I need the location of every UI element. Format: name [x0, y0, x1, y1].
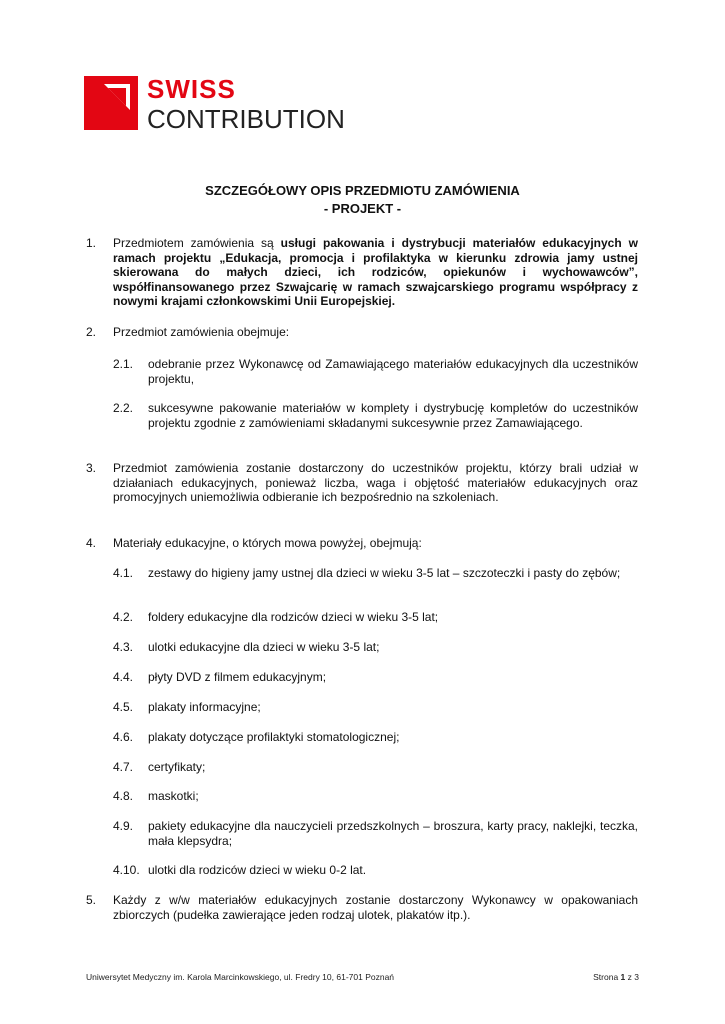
subitem-number: 4.9.	[113, 819, 134, 833]
page-counter	[593, 972, 639, 982]
item-1-subject: usługi pakowania i dystrybucji materiałów edukacyjnych w ramach projektu „Edukacja, promocja i profilaktyka w kierunku zdrowia jamy ustnej skierowana do małych dzieci, ich rodziców, opiekunów i wychowawców”, współfinansowanego przez Szwajcarię w ramach szwajcarskiego programu współpracy z nowymi krajami członkowskimi Unii Europejskiej.	[113, 236, 638, 309]
document-title: SZCZEGÓŁOWY OPIS PRZEDMIOTU ZAMÓWIENIA	[205, 183, 520, 198]
item-number: 2.	[86, 325, 97, 339]
footer-address: Uniwersytet Medyczny im. Karola Marcinkowskiego, ul. Fredry 10, 61-701 Poznań	[86, 972, 395, 982]
subitem-number: 4.10.	[113, 863, 140, 877]
subitem-4-9-text: pakiety edukacyjne dla nauczycieli przedszkolnych – broszura, karty pracy, naklejki, teczka, mała klepsydra;	[148, 819, 638, 848]
page-number: 1	[620, 972, 626, 982]
subitem-4-4-text: płyty DVD z filmem edukacyjnym;	[148, 670, 327, 684]
page-separator: z	[625, 972, 635, 982]
subitem-4-10-text: ulotki dla rodziców dzieci w wieku 0-2 lat.	[148, 863, 367, 877]
item-5-text: Każdy z w/w materiałów edukacyjnych zostanie dostarczony Wykonawcy w opakowaniach zbiorczych (pudełka zawierające jeden rodzaj ulotek, plakatów itp.).	[113, 893, 638, 922]
subitem-4-8-text: maskotki;	[148, 789, 199, 803]
item-4-text: Materiały edukacyjne, o których mowa powyżej, obejmują:	[113, 536, 422, 550]
subitem-number: 4.7.	[113, 760, 134, 774]
subitem-4-5-text: plakaty informacyjne;	[148, 700, 261, 714]
subitem-number: 4.6.	[113, 730, 134, 744]
subitem-4-2-text: foldery edukacyjne dla rodziców dzieci w wieku 3-5 lat;	[148, 610, 439, 624]
subitem-4-3-text: ulotki edukacyjne dla dzieci w wieku 3-5 lat;	[148, 640, 380, 654]
subitem-number: 4.3.	[113, 640, 134, 654]
item-1-text	[113, 236, 638, 309]
subitem-2-2-text: sukcesywne pakowanie materiałów w komplety i dystrybucję kompletów do uczestników projektu zgodnie z zamówieniami składanymi sukcesywnie przez Zamawiającego.	[148, 401, 638, 430]
subitem-number: 4.1.	[113, 566, 134, 580]
item-1-intro: Przedmiotem zamówienia są	[113, 236, 281, 250]
item-3-text: Przedmiot zamówienia zostanie dostarczony do uczestników projektu, którzy brali udział w działaniach edukacyjnych, ponieważ liczba, waga i objętość materiałów edukacyjnych oraz promocyjnych uniemożliwia odbieranie ich bezpośrednio na szkoleniach.	[113, 461, 638, 505]
item-number: 3.	[86, 461, 97, 475]
item-number: 1.	[86, 236, 97, 250]
swiss-logo-mark	[84, 76, 138, 130]
page-total: 3	[634, 972, 639, 982]
subitem-number: 2.1.	[113, 357, 134, 371]
subitem-number: 4.5.	[113, 700, 134, 714]
document-subtitle: - PROJEKT -	[323, 201, 402, 216]
subitem-number: 4.4.	[113, 670, 134, 684]
subitem-2-1-text: odebranie przez Wykonawcę od Zamawiającego materiałów edukacyjnych dla uczestników projektu,	[148, 357, 638, 386]
subitem-4-7-text: certyfikaty;	[148, 760, 206, 774]
logo-text-swiss: SWISS	[147, 74, 236, 104]
subitem-number: 2.2.	[113, 401, 134, 415]
subitem-4-6-text: plakaty dotyczące profilaktyki stomatologicznej;	[148, 730, 400, 744]
logo-text-contribution: CONTRIBUTION	[147, 104, 345, 134]
item-number: 5.	[86, 893, 97, 907]
subitem-number: 4.8.	[113, 789, 134, 803]
page-prefix: Strona	[593, 972, 621, 982]
subitem-4-1-text: zestawy do higieny jamy ustnej dla dzieci w wieku 3-5 lat – szczoteczki i pasty do zębów;	[148, 566, 621, 580]
item-2-text: Przedmiot zamówienia obejmuje:	[113, 325, 290, 339]
subitem-number: 4.2.	[113, 610, 134, 624]
item-number: 4.	[86, 536, 97, 550]
